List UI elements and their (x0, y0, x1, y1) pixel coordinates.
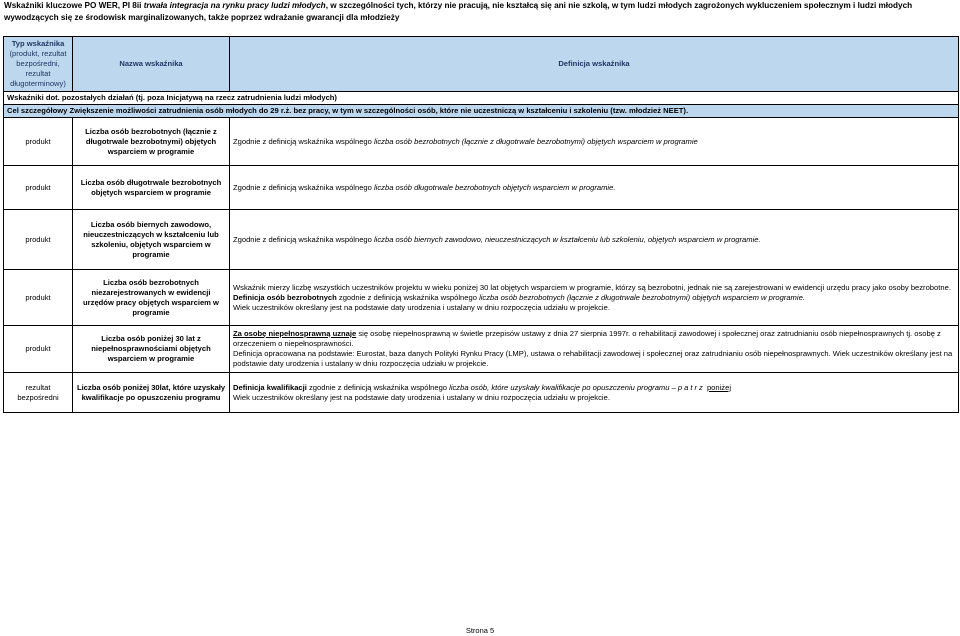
def-line (233, 293, 955, 303)
def-text: Zgodnie z definicją wskaźnika wspólnego (233, 182, 374, 192)
def-line (233, 329, 955, 349)
def-italic: liczba osób biernych zawodowo, nieuczestniczących w kształceniu lub szkoleniu, objętych wsparciem w programie. (374, 234, 761, 244)
row-type: produkt (4, 270, 73, 326)
header-rest: , w szczególności tych, którzy nie pracują, nie kształcą się ani nie szkolą, w tym ludzi młodych zagrożonych wykluczeniem społecznym i ludzi młodych wywodzących się ze środowisk marginalizowanych, także poprzez wdrażanie gwarancji dla młodzieży (4, 1, 913, 22)
table-header-row (4, 37, 959, 92)
section-row (4, 92, 959, 105)
def-dash: – (669, 382, 678, 392)
header-name: Nazwa wskaźnika (73, 37, 230, 92)
section-other-actions-text: Wskaźniki dot. pozostałych działań (tj. poza Inicjatywą na rzecz zatrudnienia ludzi młodych) (7, 93, 337, 102)
table-row (4, 118, 959, 166)
row-definition (230, 270, 959, 326)
def-line: Wskaźnik mierzy liczbę wszystkich uczestników projektu w wieku poniżej 30 lat objętych wsparciem w programie, którzy są bezrobotni, jednak nie są zarejestrowani w ewidencji urzędu pracy jako osoby bezrobotne. (233, 282, 951, 292)
document-header (4, 0, 954, 23)
row-name: Liczba osób poniżej 30lat, które uzyskały kwalifikacje po opuszczeniu programu (73, 373, 230, 413)
def-line: Wiek uczestników określany jest na podstawie daty urodzenia i ustalany w dniu rozpoczęcia udziału w projekcie. (233, 392, 610, 402)
page-number: Strona 5 (465, 626, 495, 635)
row-definition (230, 210, 959, 270)
header-type-title: Typ wskaźnika (11, 39, 65, 48)
def-italic: liczba osób długotrwale bezrobotnych objętych wsparciem w programie. (374, 182, 616, 192)
indicators-table (3, 36, 959, 413)
def-bold: Definicja osób bezrobotnych (233, 292, 337, 302)
def-italic: liczba osób bezrobotnych (łącznie z długotrwale bezrobotnymi) objętych wsparciem w programie (374, 136, 698, 146)
def-bold: Za osobę niepełnosprawną uznaje (233, 329, 357, 338)
def-text: Zgodnie z definicją wskaźnika wspólnego (233, 136, 374, 146)
row-type: produkt (4, 166, 73, 210)
def-bold: Definicja kwalifikacji (233, 382, 307, 392)
table-row (4, 326, 959, 373)
def-line: Wiek uczestników określany jest na podstawie daty urodzenia i ustalany w dniu rozpoczęcia udziału w projekcie. (233, 302, 610, 312)
header-type (4, 37, 73, 92)
def-text: się osobę niepełnosprawną w świetle przepisów ustawy z dnia 27 sierpnia 1997r. o rehabilitacji zawodowej i społecznej oraz zatrudnianiu osób niepełnosprawnych tj. osobę z orzeczeniem o niepełnosprawności. (233, 329, 941, 348)
row-name: Liczba osób biernych zawodowo, nieuczestniczących w kształceniu lub szkoleniu, objętych wsparciem w programie (73, 210, 230, 270)
row-type: produkt (4, 118, 73, 166)
def-text: zgodnie z definicją wskaźnika wspólnego (336, 292, 480, 302)
section-specific-objective: Cel szczegółowy Zwiększenie możliwości zatrudnienia osób młodych do 29 r.ż. bez pracy, w tym w szczególności osób, które nie uczestniczą w kształceniu i szkoleniu (tzw. młodzież NEET). (4, 105, 959, 118)
def-text: Zgodnie z definicją wskaźnika wspólnego (233, 234, 374, 244)
def-text: zgodnie z definicją wskaźnika wspólnego (306, 382, 450, 392)
row-name: Liczba osób bezrobotnych (łącznie z długotrwale bezrobotnymi) objętych wsparciem w programie (73, 118, 230, 166)
def-below-link: poniżej (706, 382, 732, 392)
table-row (4, 270, 959, 326)
row-type: rezultat bezpośredni (4, 373, 73, 413)
header-italic: trwała integracja na rynku pracy ludzi młodych (143, 1, 326, 10)
row-type: produkt (4, 326, 73, 373)
section-row (4, 105, 959, 118)
row-definition (230, 326, 959, 373)
row-type: produkt (4, 210, 73, 270)
def-line: Definicja opracowana na podstawie: Eurostat, baza danych Polityki Rynku Pracy (LMP), ustawa o rehabilitacji zawodowej i społecznej oraz zatrudnianiu osób niepełnosprawnych. Wiek uczestników określany jest na podstawie daty urodzenia i ustalany w dniu rozpoczęcia udziału w projekcie. (233, 349, 953, 368)
row-definition (230, 166, 959, 210)
def-line (233, 383, 955, 393)
row-name: Liczba osób bezrobotnych niezarejestrowanych w ewidencji urzędów pracy objętych wsparciem w programie (73, 270, 230, 326)
header-type-sub: (produkt, rezultat bezpośredni, rezultat długoterminowy) (9, 49, 67, 88)
header-prefix: Wskaźniki kluczowe PO WER, PI 8ii (4, 1, 144, 10)
table-row (4, 373, 959, 413)
table-row (4, 166, 959, 210)
def-italic: liczba osób, które uzyskały kwalifikacje po opuszczeniu programu (449, 382, 670, 392)
row-name: Liczba osób długotrwale bezrobotnych objętych wsparciem w programie (73, 166, 230, 210)
section-other-actions (4, 92, 959, 105)
row-definition (230, 373, 959, 413)
table-row (4, 210, 959, 270)
row-definition (230, 118, 959, 166)
def-see: patrz (677, 382, 705, 392)
def-italic: liczba osób bezrobotnych (łącznie z długotrwale bezrobotnymi) objętych wsparciem w programie. (479, 292, 805, 302)
row-name: Liczba osób poniżej 30 lat z niepełnosprawnościami objętych wsparciem w programie (73, 326, 230, 373)
header-definition: Definicja wskaźnika (230, 37, 959, 92)
